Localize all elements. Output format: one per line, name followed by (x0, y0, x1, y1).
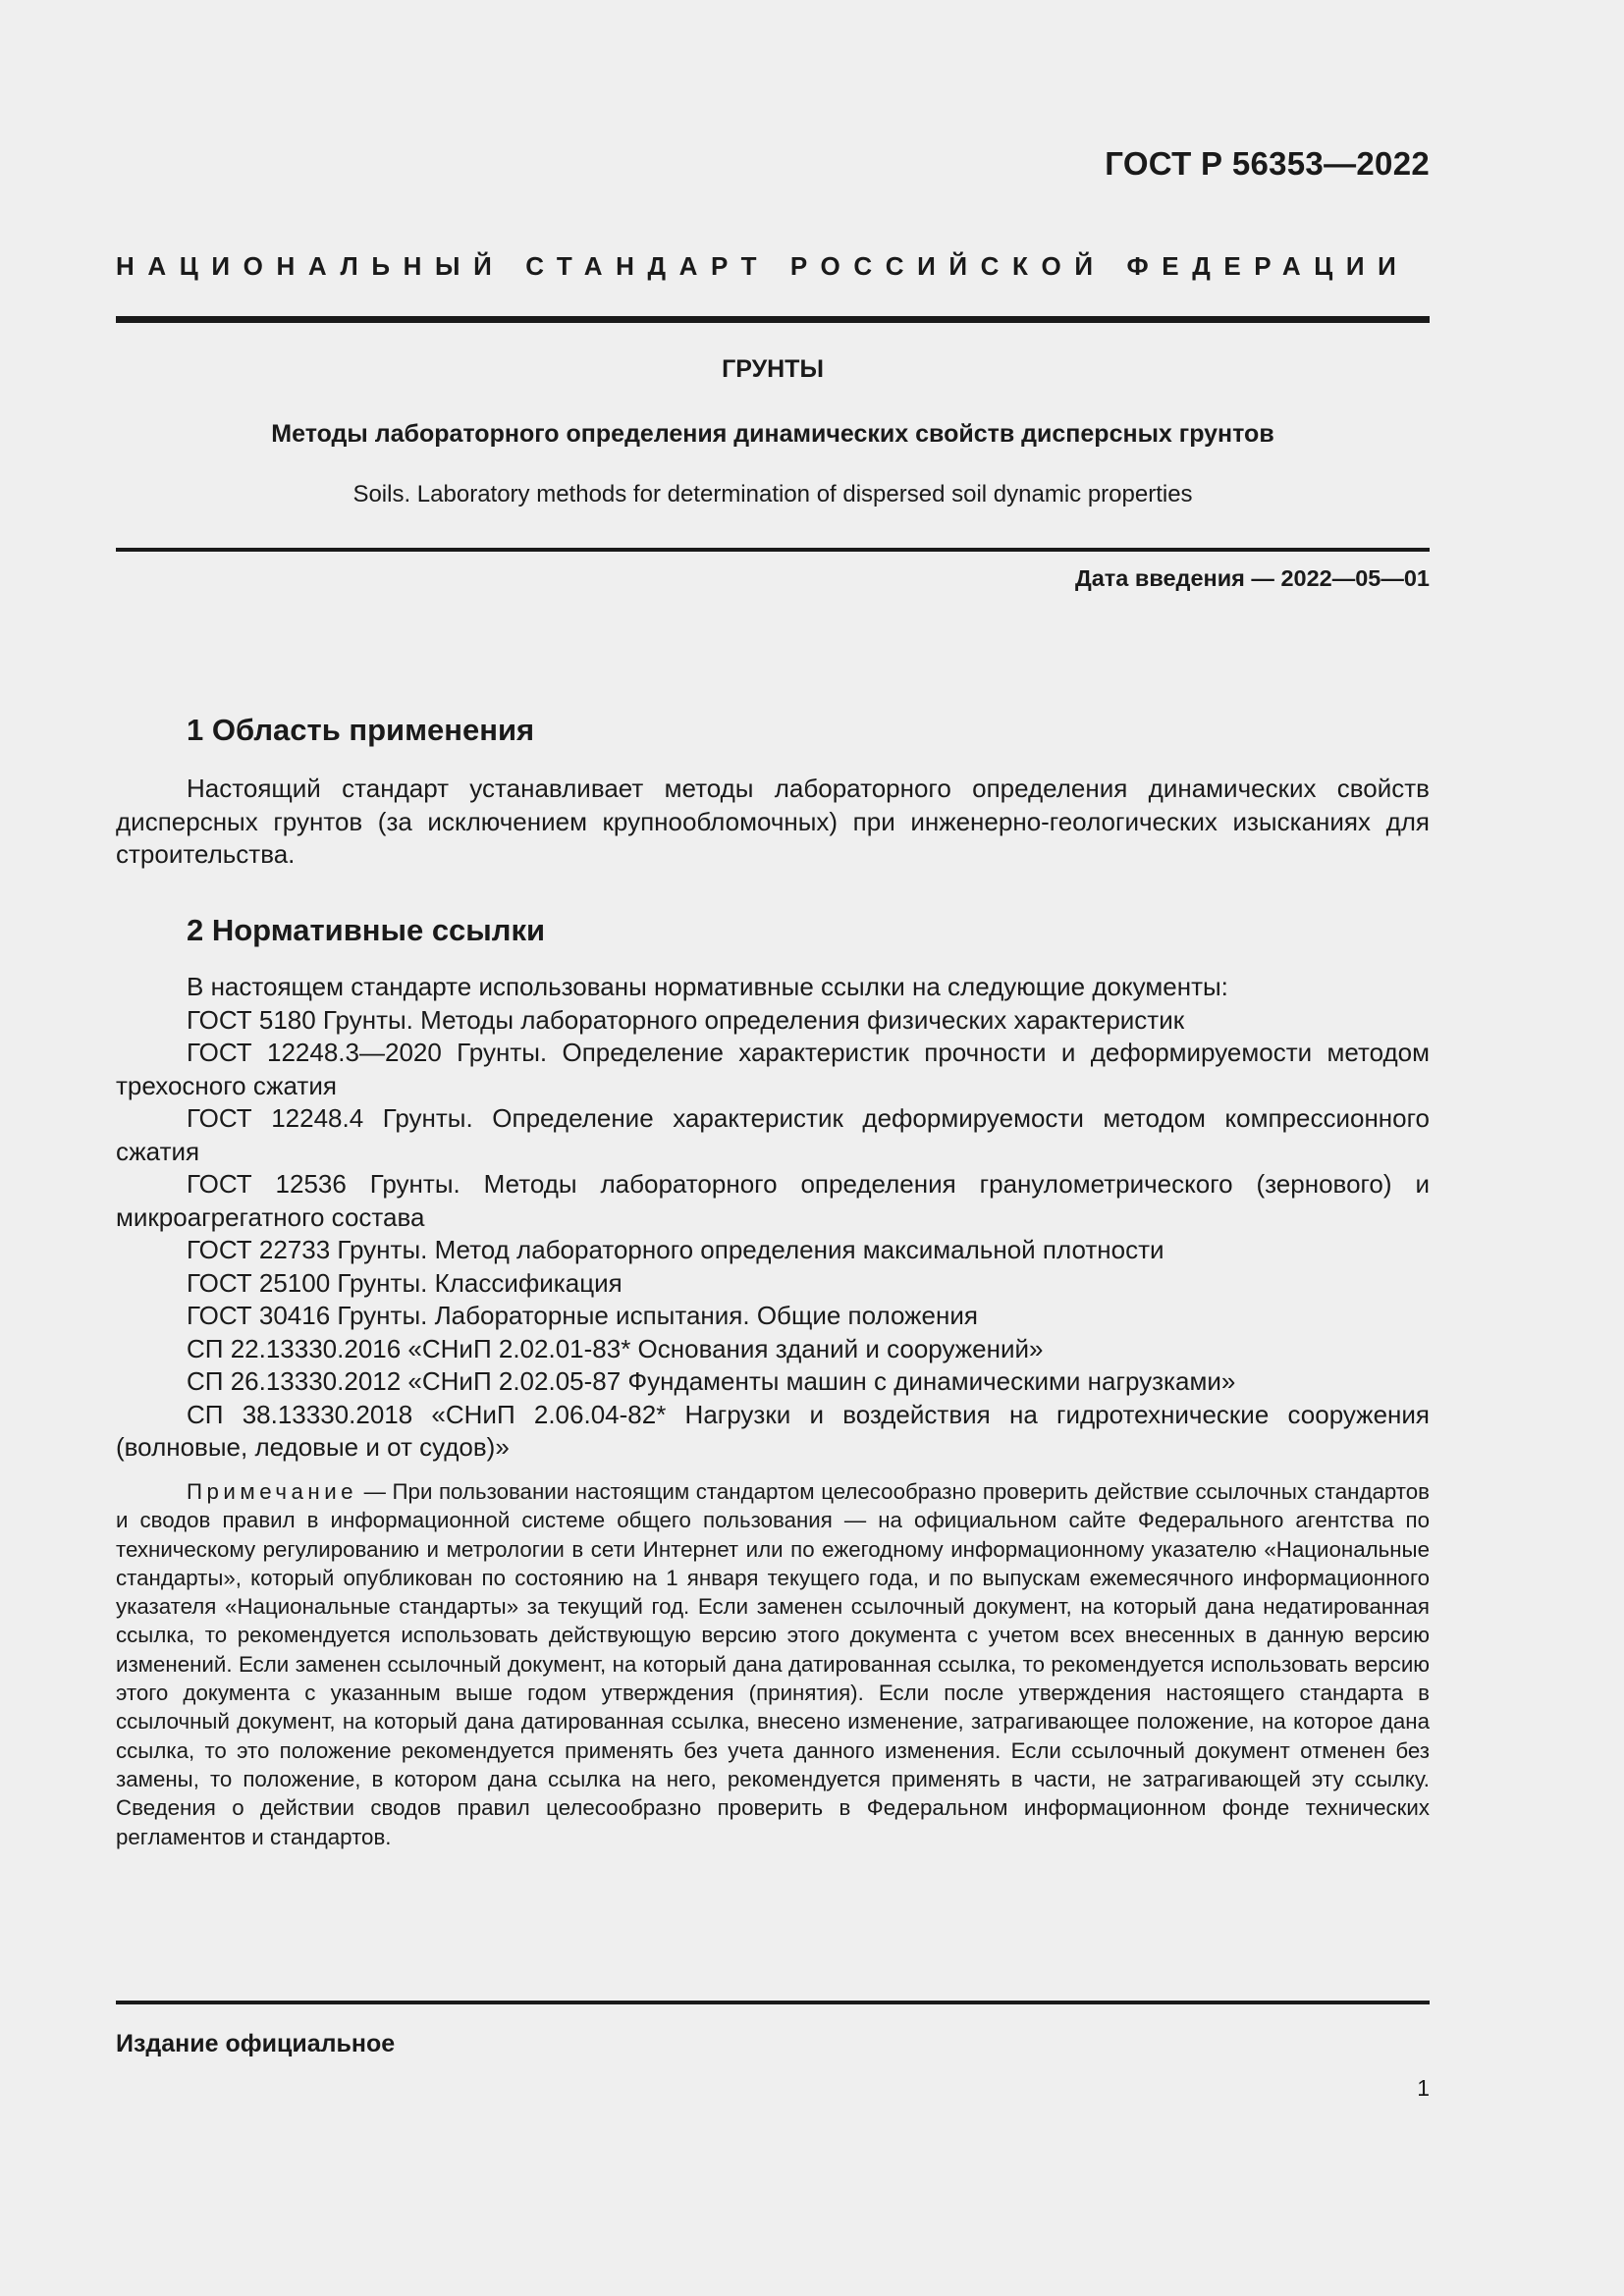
title-bottom-rule (116, 548, 1430, 552)
page-number: 1 (1417, 2075, 1430, 2101)
section-2-heading: 2 Нормативные ссылки (187, 913, 546, 947)
document-subtitle: Методы лабораторного определения динамических свойств дисперсных грунтов (271, 420, 1274, 448)
reference-item: СП 26.13330.2012 «СНиП 2.02.05-87 Фундаменты машин с динамическими нагрузками» (187, 1366, 1236, 1396)
reference-item: ГОСТ 5180 Грунты. Методы лабораторного определения физических характеристик (187, 1004, 1185, 1035)
reference-item: СП 22.13330.2016 «СНиП 2.02.01-83* Основания зданий и сооружений» (187, 1333, 1044, 1363)
note-label: Примечание (187, 1479, 358, 1504)
normative-references (116, 971, 1430, 1465)
reference-item: ГОСТ 12248.4 Грунты. Определение характеристик деформируемости методом компрессионного сжатия (116, 1103, 1430, 1166)
section-1-text: Настоящий стандарт устанавливает методы лабораторного определения динамических свойств дисперсных грунтов (за исключением крупнообломочных) при инженерно-геологических изысканиях для строительства. (116, 774, 1430, 869)
footer-rule (116, 2001, 1430, 2004)
top-rule (116, 316, 1430, 323)
gost-code: ГОСТ Р 56353—2022 (1105, 145, 1430, 182)
introduction-date: Дата введения — 2022—05—01 (1074, 565, 1430, 591)
reference-item: ГОСТ 12248.3—2020 Грунты. Определение характеристик прочности и деформируемости методом трехосного сжатия (116, 1038, 1430, 1100)
note-text: — При пользовании настоящим стандартом целесообразно проверить действие ссылочных стандартов и сводов правил в информационной системе общего пользования — на официальном сайте Федерального агентства по техническому регулированию и метрологии в сети Интернет или по ежегодному информационному указателю «Национальные стандарты», который опубликован по состоянию на 1 января текущего года, и по выпускам ежемесячного информационного указателя «Национальные стандарты» за текущий год. Если заменен ссылочный документ, на который дана недатированная ссылка, то рекомендуется использовать действующую версию этого документа с учетом всех внесенных в данную версию изменений. Если заменен ссылочный документ, на который дана датированная ссылка, то рекомендуется использовать версию этого документа с указанным выше годом утверждения (принятия). Если после утверждения настоящего стандарта в ссылочный документ, на который дана датированная ссылка, внесено изменение, затрагивающее положение, на которое дана ссылка, то это положение рекомендуется применять без учета данного изменения. Если ссылочный документ отменен без замены, то положение, в котором дана ссылка на него, рекомендуется применять в части, не затрагивающей эту ссылку. Сведения о действии сводов правил целесообразно проверить в Федеральном информационном фонде технических регламентов и стандартов. (116, 1479, 1430, 1849)
reference-item: ГОСТ 25100 Грунты. Классификация (187, 1267, 623, 1298)
references-intro: В настоящем стандарте использованы нормативные ссылки на следующие документы: (187, 972, 1228, 1001)
national-standard-banner: НАЦИОНАЛЬНЫЙ СТАНДАРТ РОССИЙСКОЙ ФЕДЕРАЦИИ (116, 251, 1410, 281)
official-edition-label: Издание официальное (116, 2030, 396, 2057)
references-note (116, 1477, 1430, 1851)
reference-item: СП 38.13330.2018 «СНиП 2.06.04-82* Нагрузки и воздействия на гидротехнические сооружения (волновые, ледовые и от судов)» (116, 1399, 1430, 1462)
reference-item: ГОСТ 22733 Грунты. Метод лабораторного определения максимальной плотности (187, 1235, 1164, 1264)
section-1-heading: 1 Область применения (187, 713, 535, 747)
reference-item: ГОСТ 12536 Грунты. Методы лабораторного определения гранулометрического (зернового) и микроагрегатного состава (116, 1169, 1430, 1232)
reference-item: ГОСТ 30416 Грунты. Лабораторные испытания. Общие положения (187, 1301, 978, 1330)
english-title: Soils. Laboratory methods for determination of dispersed soil dynamic properties (352, 481, 1193, 507)
document-title: ГРУНТЫ (722, 355, 824, 383)
document-page (116, 0, 1430, 2296)
